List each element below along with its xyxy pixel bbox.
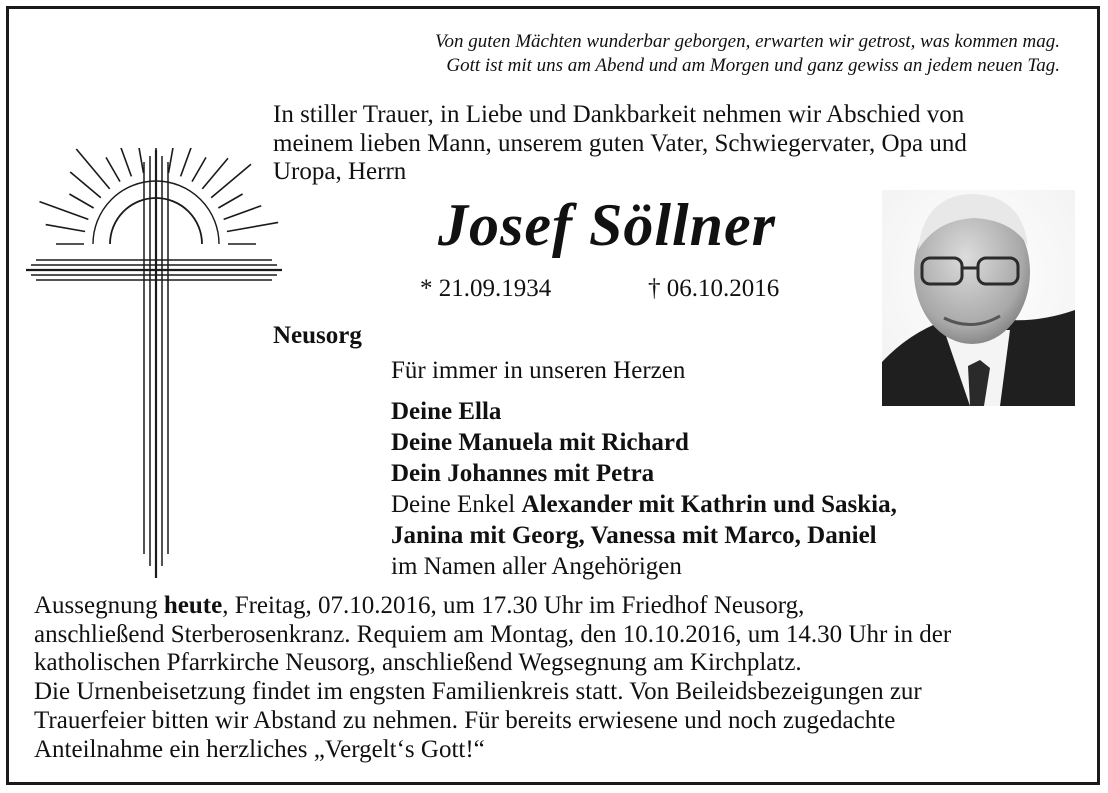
intro-text [273,101,967,187]
mourners-list [391,396,897,582]
announcement-l1-c: , Freitag, 07.10.2016, um 17.30 Uhr im Friedhof Neusorg, [222,592,805,619]
announcement-l4: Die Urnenbeisetzung findet im engsten Familienkreis statt. Von Beileidsbezeigungen zur [34,678,922,706]
cross-ray [46,225,85,232]
intro-line-3: Uropa, Herrn [273,158,407,185]
cross-ray [169,148,176,173]
birth-date: * 21.09.1934 [420,275,552,302]
announcement-l1-a: Aussegnung [34,592,164,619]
deceased-name: Josef Söllner [438,192,777,258]
cross-ray [118,148,132,176]
mourner-line-4-prefix: Deine Enkel [391,491,522,518]
mourner-line-4: Alexander mit Kathrin und Saskia, [521,491,897,518]
mourner-line-3: Dein Johannes mit Petra [391,460,655,487]
intro-line-2: meinem lieben Mann, unserem guten Vater, Schwiegervater, Opa und [273,129,967,157]
cross-ray [211,164,251,197]
portrait-photo [882,190,1075,406]
cross-ray [202,158,228,189]
intro-line-1: In stiller Trauer, in Liebe und Dankbarkeit nehmen wir Abschied von [273,101,965,128]
cross-ray [70,172,101,198]
cross-ray [224,206,262,220]
motto-verse [0,30,1108,78]
announcement-l6: Anteilnahme ein herzliches „Vergelt‘s Gott!“ [34,735,485,763]
motto-line-2: Gott ist mit uns am Abend und am Morgen und ganz gewiss an jedem neuen Tag. [446,55,1060,76]
cross-ray [192,157,206,181]
cross-ray [76,149,109,189]
place-name: Neusorg [273,322,362,349]
motto-line-1: Von guten Mächten wunderbar geborgen, erwarten wir getrost, was kommen mag. [434,31,1060,52]
cross-ray [39,202,88,220]
mourner-line-1: Deine Ella [391,398,502,425]
cross-ray [69,194,93,208]
announcement-l3: katholischen Pfarrkirche Neusorg, anschließend Wegsegnung am Kirchplatz. [34,649,802,677]
funeral-announcement [34,592,951,764]
death-date: † 06.10.2016 [648,275,780,302]
cross-ray [134,148,143,173]
cross-ray [106,157,120,181]
announcement-l1-bold: heute [163,592,223,619]
announcement-l2: anschließend Sterberosenkranz. Requiem am Montag, den 10.10.2016, um 14.30 Uhr in der [34,620,952,648]
cross-ray [227,222,278,231]
signoff-text: Für immer in unseren Herzen [391,357,686,384]
mourner-line-6: im Namen aller Angehörigen [391,553,682,580]
cross-ray [218,194,242,208]
sunburst-cross-icon [24,148,284,588]
mourner-line-5: Janina mit Georg, Vanessa mit Marco, Daniel [391,522,877,549]
cross-ray [181,148,199,176]
announcement-l5: Trauerfeier bitten wir Abstand zu nehmen. Für bereits erwiesene und noch zugedachte [34,706,896,734]
mourner-line-2: Deine Manuela mit Richard [391,429,689,456]
